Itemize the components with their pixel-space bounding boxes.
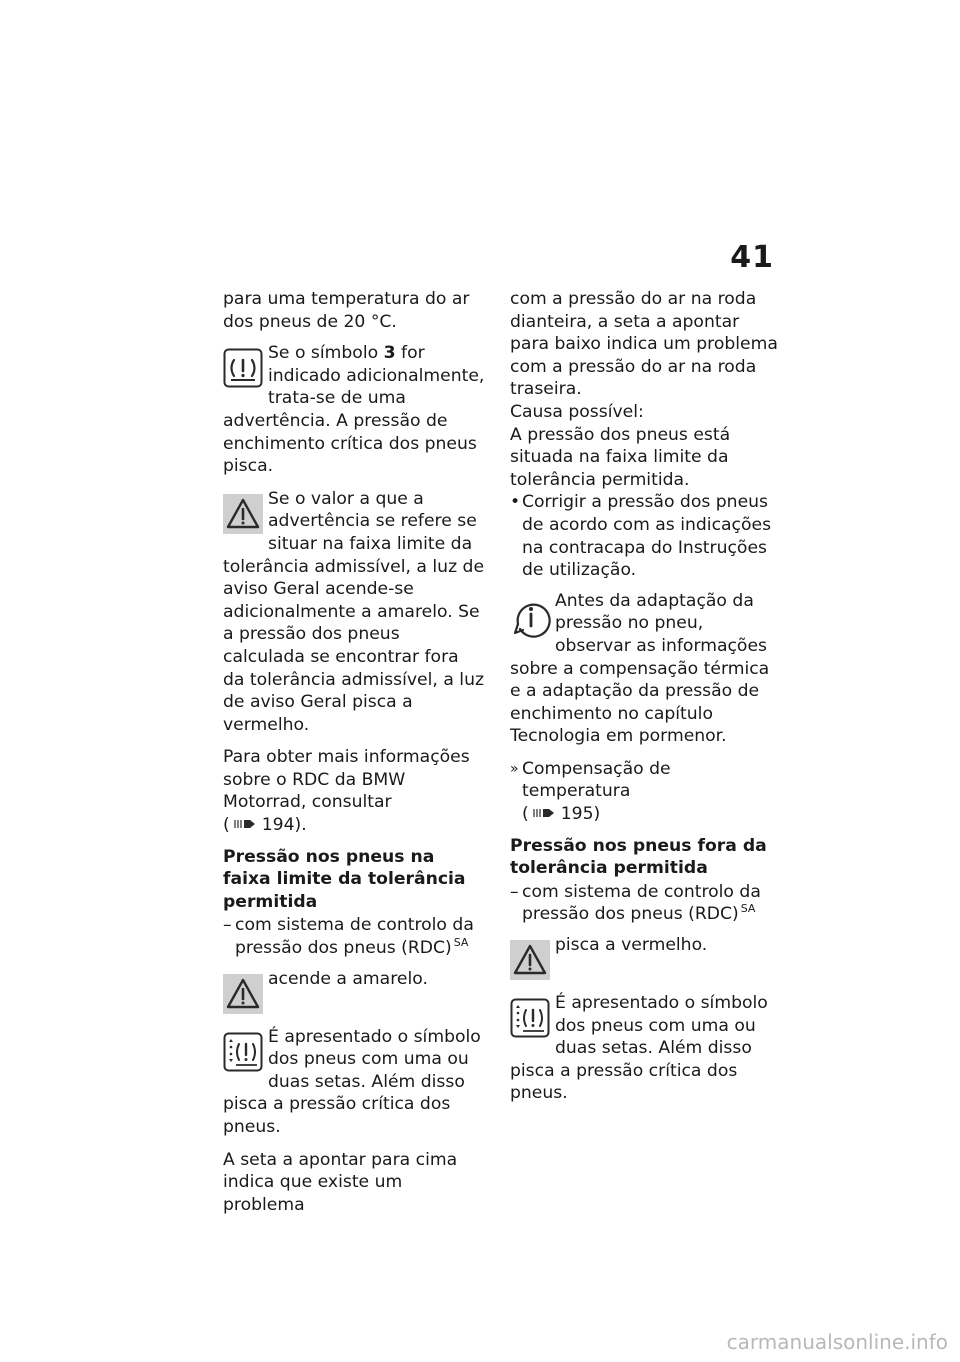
tire-pressure-arrows-icon (223, 1032, 263, 1072)
rdc-option-item: – com sistema de controlo da pressão dos pneus (RDC) $^{SA}$ (223, 915, 474, 959)
page-number: 41 (730, 240, 774, 275)
info-note-block (510, 590, 780, 748)
tire-pressure-arrows-icon (510, 998, 550, 1038)
section-heading-limit: Pressão nos pneus na faixa limite da tolerância permitida (223, 846, 466, 912)
general-warning-text: Se o valor a que a advertência se refere se situar na faixa limite da tolerância admissível, a luz de aviso Geral acende-se adicionalmente a amarelo. Se a pressão dos pneus calculada se encontrar fora da tolerância admissível, a luz de aviso Geral pisca a vermelho. (223, 488, 485, 735)
tire-arrows-block (223, 1026, 485, 1139)
page-reference-link[interactable]: 195 (560, 804, 594, 825)
info-icon (510, 596, 550, 636)
right-intro-paragraph: com a pressão do ar na roda dianteira, a seta a apontar para baixo indica um problema com a pressão do ar na roda traseira. (510, 289, 778, 400)
arrow-up-paragraph: A seta a apontar para cima indica que existe um problema (223, 1149, 458, 1215)
symbol-number: 3 (383, 343, 396, 364)
special-equipment-badge: SA (740, 902, 756, 916)
left-column (223, 288, 485, 1216)
tire-arrows-text: É apresentado o símbolo dos pneus com uma ou duas setas. Além disso pisca a pressão crítica dos pneus. (510, 993, 768, 1104)
amber-warning-block (223, 968, 485, 1016)
general-warning-icon (223, 974, 263, 1014)
general-warning-block (223, 488, 485, 737)
red-warning-text: pisca a vermelho. (555, 935, 708, 956)
cause-text: A pressão dos pneus está situada na faixa limite da tolerância permitida. (510, 424, 731, 490)
general-warning-icon (510, 940, 550, 980)
general-warning-icon (223, 494, 263, 534)
red-warning-block (510, 934, 780, 982)
tire-pressure-symbol-block (223, 342, 485, 478)
temperature-compensation-link[interactable]: » Compensação de temperatura ( 195) (510, 758, 671, 825)
cause-label: Causa possível: (510, 401, 644, 422)
amber-warning-text: acende a amarelo. (268, 968, 428, 989)
right-column (510, 288, 780, 1115)
info-note-text: Antes da adaptação da pressão no pneu, observar as informações sobre a compensação térmica e a adaptação da pressão de enchimento no capítulo Tecnologia em pormenor. (510, 590, 770, 747)
page-reference-arrow-icon (533, 807, 555, 819)
tire-arrows-block (510, 992, 780, 1105)
bullet-item: • Corrigir a pressão dos pneus de acordo com as indicações na contracapa do Instruções de utilização. (510, 492, 772, 581)
tire-pressure-symbol-text: Se o símbolo 3 for indicado adicionalmente, trata-se de uma advertência. A pressão de enchimento crítica dos pneus pisca. (223, 343, 485, 477)
page-reference-link[interactable]: 194 (261, 815, 295, 836)
special-equipment-badge: SA (453, 936, 469, 950)
section-heading-outside: Pressão nos pneus fora da tolerância permitida (510, 835, 767, 879)
rdc-info-paragraph: Para obter mais informações sobre o RDC da BMW Motorrad, consultar ( 194). (223, 747, 470, 836)
page-reference-arrow-icon (234, 818, 256, 830)
tire-arrows-text: É apresentado o símbolo dos pneus com uma ou duas setas. Além disso pisca a pressão crítica dos pneus. (223, 1026, 481, 1137)
watermark: carmanualsonline.info (726, 1330, 948, 1354)
tire-pressure-warning-icon (223, 348, 263, 388)
left-intro-paragraph: para uma temperatura do ar dos pneus de 20 °C. (223, 289, 470, 332)
rdc-option-item: – com sistema de controlo da pressão dos pneus (RDC) $^{SA}$ (510, 881, 761, 925)
link-label[interactable]: Compensação de temperatura (522, 758, 671, 802)
